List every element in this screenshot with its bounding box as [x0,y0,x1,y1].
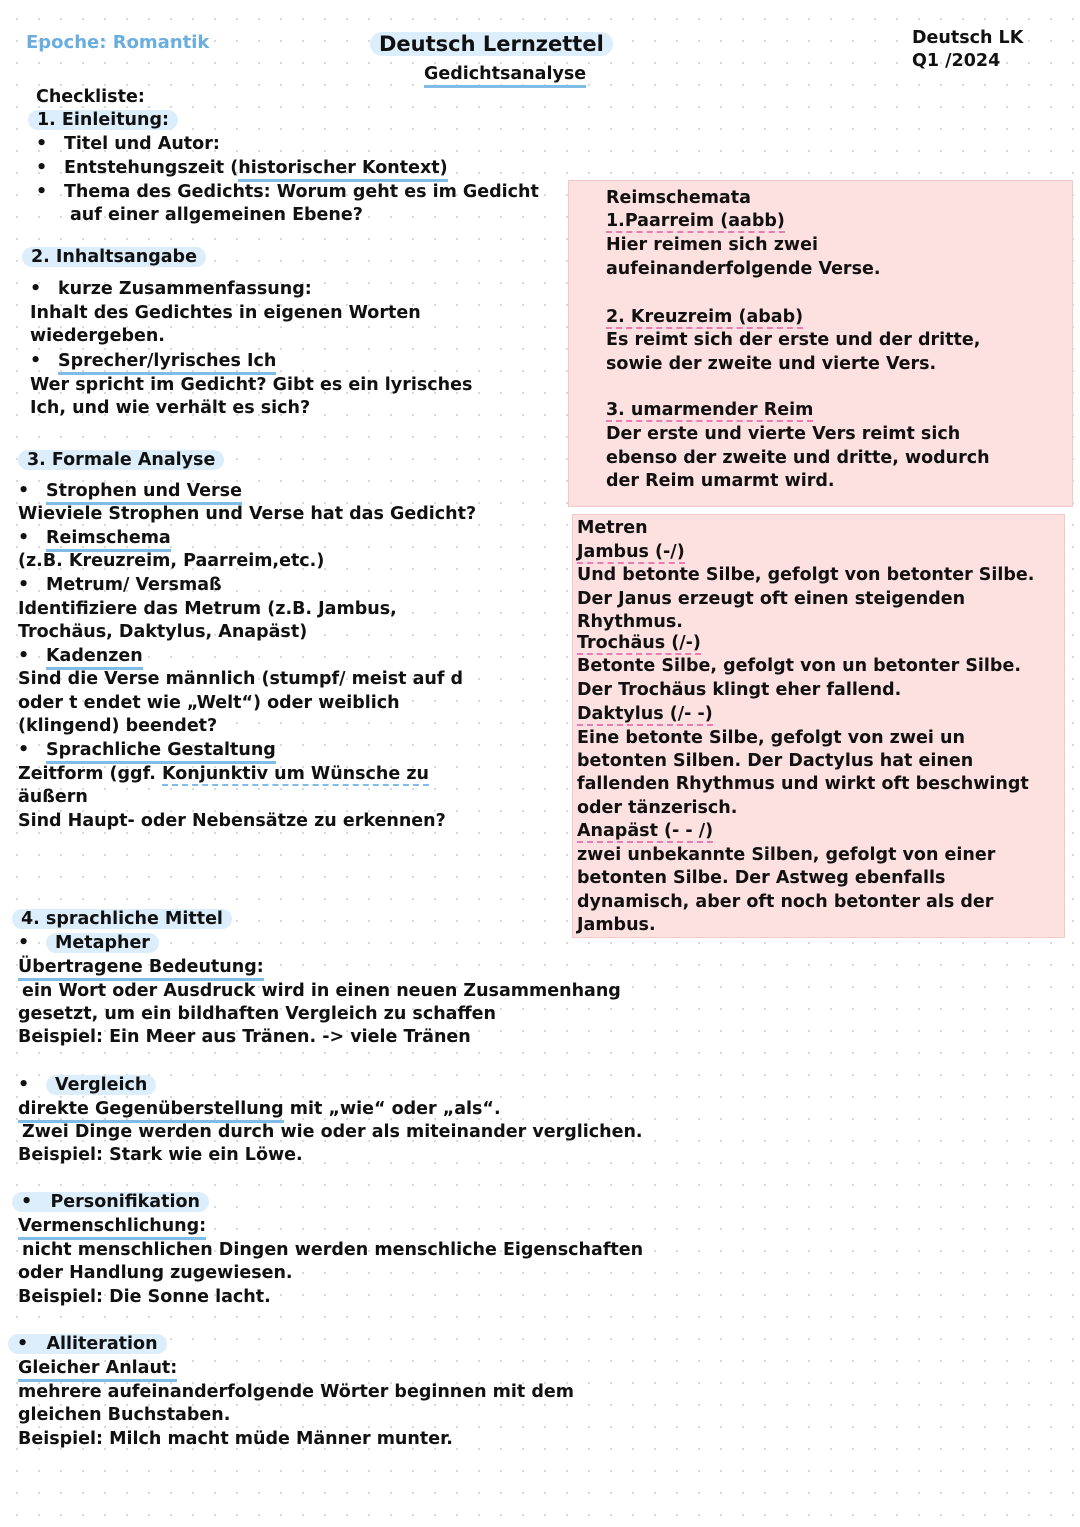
body-text: Beispiel: Stark wie ein Löwe. [18,1145,303,1165]
list-item-continued: auf einer allgemeinen Ebene? [70,205,363,225]
body-text: gleichen Buchstaben. [18,1405,231,1425]
personifikation-label: Vermenschlichung: [18,1215,206,1238]
section-sprachliche-mittel-heading: 4. sprachliche Mittel [12,908,232,931]
reimschemata-heading: Reimschemata [606,188,751,208]
body-text: Wer spricht im Gedicht? Gibt es ein lyrisches [30,375,473,395]
body-text: Rhythmus. [577,612,683,632]
body-text: (klingend) beendet? [18,716,218,736]
section-formale-analyse-heading: 3. Formale Analyse [18,449,224,472]
alliteration-heading: • Alliteration [8,1333,167,1356]
body-text: oder tänzerisch. [577,798,738,818]
page-title: Deutsch Lernzettel [370,33,613,56]
body-text: nicht menschlichen Dingen werden menschliche Eigenschaften [22,1240,644,1260]
body-text: Beispiel: Milch macht müde Männer munter. [18,1429,453,1449]
subheading: • kurze Zusammenfassung: [30,279,312,299]
list-item: • Entstehungszeit (historischer Kontext) [36,157,448,180]
body-text: Jambus. [577,915,656,935]
list-item: • Titel und Autor: [36,134,220,154]
body-text: Inhalt des Gedichtes in eigenen Worten [30,303,421,323]
subheading: • Sprecher/lyrisches Ich [30,350,276,373]
body-text: fallenden Rhythmus und wirkt oft beschwingt [577,774,1029,794]
body-text: (z.B. Kreuzreim, Paarreim,etc.) [18,551,325,571]
page-subtitle: Gedichtsanalyse [424,63,586,86]
body-text: ein Wort oder Ausdruck wird in einen neuen Zusammenhang [22,981,621,1001]
list-item: • Thema des Gedichts: Worum geht es im Gedicht [36,182,539,202]
course-label: Deutsch LK [912,28,1024,48]
personifikation-heading: • Personifikation [12,1191,209,1214]
body-text: Wieviele Strophen und Verse hat das Gedicht? [18,504,477,524]
subheading: • Kadenzen [18,645,143,668]
body-text: Eine betonte Silbe, gefolgt von zwei un [577,728,965,748]
metapher-heading: • Metapher [18,932,159,955]
subheading: • Sprachliche Gestaltung [18,739,276,762]
body-text: der Reim umarmt wird. [606,471,835,491]
body-text: betonten Silben. Der Dactylus hat einen [577,751,974,771]
kreuzreim-title: 2. Kreuzreim (abab) [606,307,804,327]
anapaest-title: Anapäst (- - /) [577,821,714,841]
body-text: mehrere aufeinanderfolgende Wörter beginnen mit dem [18,1382,575,1402]
body-text: aufeinanderfolgende Verse. [606,259,881,279]
metren-heading: Metren [577,518,648,538]
umarmender-reim-title: 3. umarmender Reim [606,400,814,420]
subheading: • Strophen und Verse [18,480,242,503]
body-text: Ich, und wie verhält es sich? [30,398,311,418]
section-einleitung-heading: 1. Einleitung: [28,109,178,132]
body-text: äußern [18,787,88,807]
vergleich-heading: • Vergleich [18,1074,156,1097]
body-text: Sind die Verse männlich (stumpf/ meist auf d [18,669,464,689]
body-text: Hier reimen sich zwei [606,235,818,255]
body-text: Beispiel: Ein Meer aus Tränen. -> viele Tränen [18,1027,471,1047]
section-inhaltsangabe-heading: 2. Inhaltsangabe [22,246,206,269]
body-text: Es reimt sich der erste und der dritte, [606,330,981,350]
body-text: sowie der zweite und vierte Vers. [606,354,937,374]
body-text: Der erste und vierte Vers reimt sich [606,424,961,444]
epoch-label: Epoche: Romantik [26,32,210,53]
body-text: dynamisch, aber oft noch betonter als der [577,892,994,912]
body-text: Der Trochäus klingt eher fallend. [577,680,902,700]
body-text: Zwei Dinge werden durch wie oder als miteinander verglichen. [22,1122,643,1142]
body-text: gesetzt, um ein bildhaften Vergleich zu schaffen [18,1004,496,1024]
body-text: Sind Haupt- oder Nebensätze zu erkennen? [18,811,446,831]
body-text: ebenso der zweite und dritte, wodurch [606,448,990,468]
body-text: Beispiel: Die Sonne lacht. [18,1287,271,1307]
body-text: Zeitform (ggf. Konjunktiv um Wünsche zu [18,764,429,784]
subheading: • Reimschema [18,527,171,550]
body-text: Der Janus erzeugt oft einen steigenden [577,589,966,609]
subheading: • Metrum/ Versmaß [18,575,222,595]
body-text: Trochäus, Daktylus, Anapäst) [18,622,308,642]
body-text: betonten Silbe. Der Astweg ebenfalls [577,868,946,888]
trochaeus-title: Trochäus (/-) [577,633,701,653]
checklist-heading: Checkliste: [36,87,145,107]
body-text: wiedergeben. [30,326,165,346]
vergleich-label: direkte Gegenüberstellung mit „wie“ oder „als“. [18,1098,501,1121]
body-text: Und betonte Silbe, gefolgt von betonter Silbe. [577,565,1035,585]
body-text: zwei unbekannte Silben, gefolgt von einer [577,845,996,865]
body-text: Identifiziere das Metrum (z.B. Jambus, [18,599,397,619]
jambus-title: Jambus (-/) [577,542,685,562]
course-period: Q1 /2024 [912,51,1001,71]
body-text: oder Handlung zugewiesen. [18,1263,293,1283]
body-text: oder t endet wie „Welt“) oder weiblich [18,693,400,713]
metapher-label: Übertragene Bedeutung: [18,956,264,979]
body-text: Betonte Silbe, gefolgt von un betonter Silbe. [577,656,1021,676]
paarreim-title: 1.Paarreim (aabb) [606,211,785,231]
daktylus-title: Daktylus (/- -) [577,704,713,724]
alliteration-label: Gleicher Anlaut: [18,1357,177,1380]
